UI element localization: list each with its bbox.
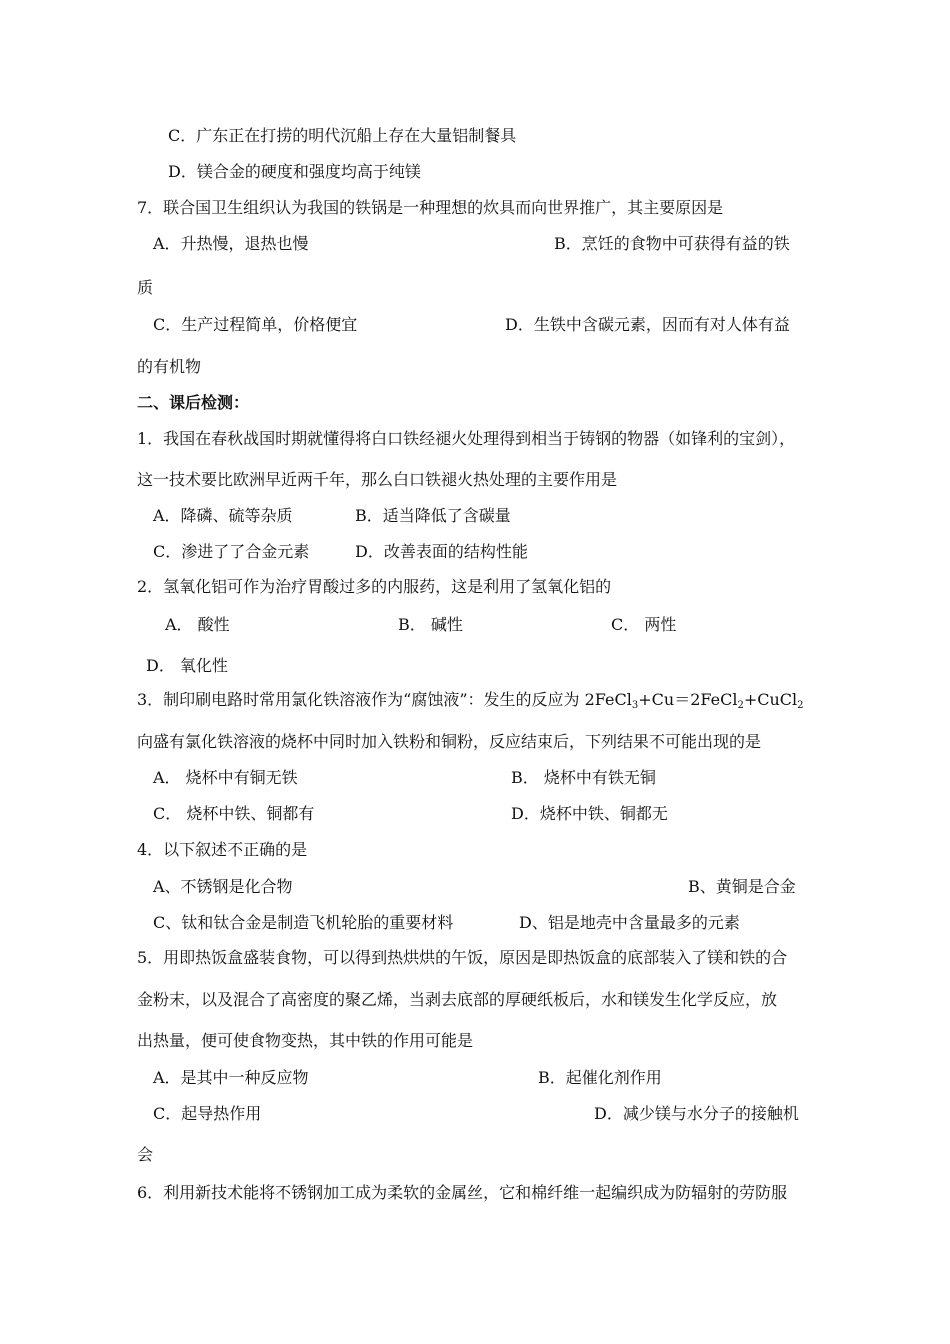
q1-option-b: B．适当降低了含碳量 xyxy=(355,506,511,525)
q2-option-a: A． 酸性 xyxy=(165,615,230,634)
q1-option-c: C．渗进了了合金元素 xyxy=(153,542,310,561)
q3-option-b: B． 烧杯中有铁无铜 xyxy=(511,768,656,787)
q7-option-d: D．生铁中含碳元素，因而有对人体有益 xyxy=(505,315,790,334)
q5-option-a: A．是其中一种反应物 xyxy=(153,1068,309,1087)
question-4: 4．以下叙述不正确的是 xyxy=(137,840,308,859)
question-6: 6．利用新技术能将不锈钢加工成为柔软的金属丝，它和棉纤维一起编织成为防辐射的劳防服 xyxy=(137,1183,788,1202)
subscript: 3 xyxy=(631,700,639,711)
q1-option-a: A．降磷、硫等杂质 xyxy=(153,506,293,525)
q4-option-a: A、不锈钢是化合物 xyxy=(153,877,293,896)
question-5-cont: 金粉末，以及混合了高密度的聚乙烯，当剥去底部的厚硬纸板后，水和镁发生化学反应，放 xyxy=(137,990,778,1009)
subscript: 2 xyxy=(737,700,744,711)
option-c: C．广东正在打捞的明代沉船上存在大量铝制餐具 xyxy=(168,126,517,145)
section-title: 二、课后检测： xyxy=(137,393,250,412)
q2-option-b: B． 碱性 xyxy=(398,615,463,634)
q4-option-c: C、钛和钛合金是制造飞机轮胎的重要材料 xyxy=(153,913,454,932)
q3-equation-end: +CuCl xyxy=(743,690,798,709)
q5-option-d-cont: 会 xyxy=(137,1145,154,1164)
q3-equation-mid: +Cu＝2FeCl xyxy=(638,690,738,709)
q5-option-c: C．起导热作用 xyxy=(153,1104,262,1123)
q2-option-d: D． 氧化性 xyxy=(146,656,228,675)
question-2: 2．氢氧化铝可作为治疗胃酸过多的内服药，这是利用了氢氧化铝的 xyxy=(137,577,612,596)
q7-option-b-cont: 质 xyxy=(137,278,154,297)
q1-option-d: D．改善表面的结构性能 xyxy=(355,542,528,561)
q3-option-c: C． 烧杯中铁、铜都有 xyxy=(153,804,315,823)
q3-option-a: A． 烧杯中有铜无铁 xyxy=(153,768,298,787)
q7-option-c: C．生产过程简单，价格便宜 xyxy=(153,315,358,334)
q4-option-b: B、黄铜是合金 xyxy=(688,877,796,896)
q5-option-d: D．减少镁与水分子的接触机 xyxy=(594,1104,799,1123)
question-5: 5．用即热饭盒盛装食物，可以得到热烘烘的午饭，原因是即热饭盒的底部装入了镁和铁的合 xyxy=(137,948,788,967)
question-1: 1．我国在春秋战国时期就懂得将白口铁经褪火处理得到相当于铸钢的物器（如锋利的宝剑）， xyxy=(137,429,796,448)
question-3-cont: 向盛有氯化铁溶液的烧杯中同时加入铁粉和铜粉，反应结束后，下列结果不可能出现的是 xyxy=(137,732,762,751)
q4-option-d: D、铝是地壳中含量最多的元素 xyxy=(519,913,740,932)
question-7: 7．联合国卫生组织认为我国的铁锅是一种理想的炊具而向世界推广，其主要原因是 xyxy=(137,198,724,217)
q7-option-b: B．烹饪的食物中可获得有益的铁 xyxy=(554,234,790,253)
q2-option-c: C． 两性 xyxy=(611,615,677,634)
option-d: D．镁合金的硬度和强度均高于纯镁 xyxy=(168,162,421,181)
q5-option-b: B．起催化剂作用 xyxy=(538,1068,662,1087)
q7-option-a: A．升热慢，退热也慢 xyxy=(153,234,309,253)
q3-text: 3．制印刷电路时常用氯化铁溶液作为“腐蚀液”：发生的反应为 2FeCl xyxy=(137,690,632,709)
question-5-cont2: 出热量，便可使食物变热，其中铁的作用可能是 xyxy=(137,1031,474,1050)
q7-option-d-cont: 的有机物 xyxy=(137,357,202,376)
subscript: 2 xyxy=(797,700,804,711)
q3-option-d: D．烧杯中铁、铜都无 xyxy=(511,804,668,823)
question-1-cont: 这一技术要比欧洲早近两千年，那么白口铁褪火热处理的主要作用是 xyxy=(137,470,618,489)
question-3 xyxy=(137,689,804,711)
